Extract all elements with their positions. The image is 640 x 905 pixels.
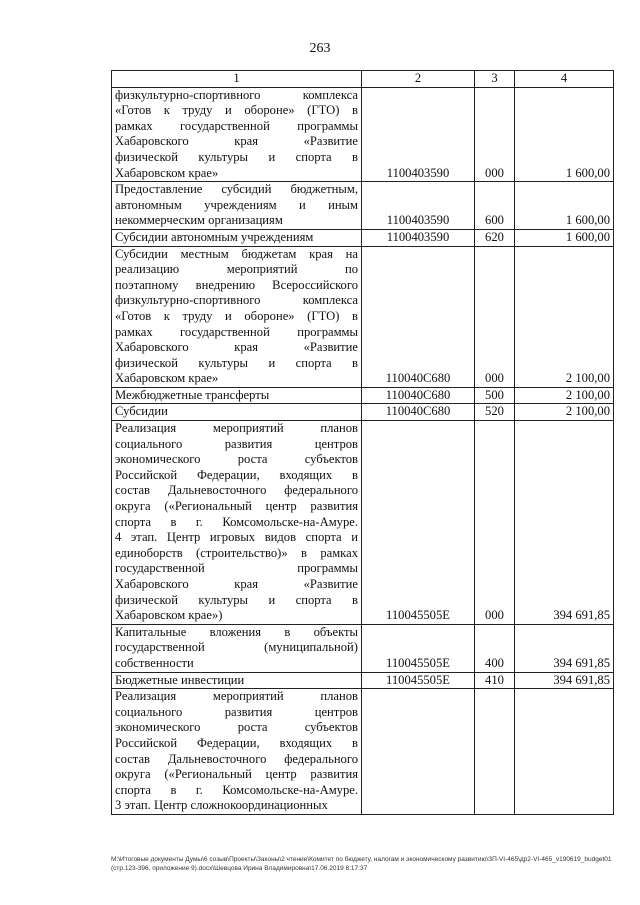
description-line: рамках государственной программы	[115, 118, 358, 133]
description-line: состав Дальневосточного федерального	[115, 483, 358, 498]
expense-type: 500	[475, 387, 515, 404]
description-line: округа («Региональный центр развития	[115, 767, 358, 782]
target-code: 110045505Е	[362, 421, 475, 625]
row-description	[112, 87, 362, 182]
description-line: Реализация мероприятий планов	[115, 421, 358, 436]
amount: 1 600,00	[515, 87, 614, 182]
table-row	[112, 229, 614, 246]
description-line: экономического роста субъектов	[115, 452, 358, 467]
table-row	[112, 404, 614, 421]
expense-type: 520	[475, 404, 515, 421]
target-code: 110040С680	[362, 246, 475, 387]
description-line: автономным учреждениям и иным	[115, 197, 358, 212]
amount: 394 691,85	[515, 624, 614, 672]
table-row	[112, 624, 614, 672]
page-number: 263	[309, 41, 331, 56]
expense-type: 400	[475, 624, 515, 672]
description-line: государственной (муниципальной)	[115, 640, 358, 655]
row-description	[112, 624, 362, 672]
table-row	[112, 672, 614, 689]
description-line: физкультурно-спортивного комплекса	[115, 293, 358, 308]
expense-type: 620	[475, 229, 515, 246]
description-line: Капитальные вложения в объекты	[115, 624, 358, 639]
description-line: Субсидии местным бюджетам края на	[115, 246, 358, 261]
target-code: 1100403590	[362, 182, 475, 230]
row-description	[112, 404, 362, 421]
expense-type: 410	[475, 672, 515, 689]
target-code: 110040С680	[362, 404, 475, 421]
header-col-1: 1	[112, 71, 362, 88]
header-col-3: 3	[475, 71, 515, 88]
description-line: Хабаровского края «Развитие	[115, 340, 358, 355]
row-description	[112, 246, 362, 387]
target-code: 110045505Е	[362, 672, 475, 689]
row-description	[112, 421, 362, 625]
row-description	[112, 182, 362, 230]
table-row	[112, 689, 614, 815]
row-description	[112, 689, 362, 815]
amount	[515, 689, 614, 815]
amount: 394 691,85	[515, 421, 614, 625]
file-path-footer: M:\Итоговые документы Думы\6 созыв\Проекты\Законы\2 чтение\Комитет по бюджету, налогам и экономическому развитию\ЗП-VI-465\др2-VI-465_v190619_budget01 (стр.123-396, приложение 9).docx\Шевцова Ирина Владимировна\17.06.2019 8:17:37	[111, 856, 612, 872]
description-line: «Готов к труду и обороне» (ГТО) в	[115, 103, 358, 118]
description-line: Субсидии	[115, 404, 168, 419]
amount: 1 600,00	[515, 182, 614, 230]
table-row	[112, 182, 614, 230]
header-col-4: 4	[515, 71, 614, 88]
amount: 394 691,85	[515, 672, 614, 689]
description-line: единоборств (строительство)» в рамках	[115, 545, 358, 560]
description-line: рамках государственной программы	[115, 324, 358, 339]
description-line: некоммерческим организациям	[115, 213, 283, 228]
description-line: социального развития центров	[115, 436, 358, 451]
expense-type: 000	[475, 246, 515, 387]
description-line: Бюджетные инвестиции	[115, 672, 245, 687]
target-code	[362, 689, 475, 815]
description-line: 3 этап. Центр сложнокоординационных	[115, 798, 328, 813]
expense-type: 000	[475, 87, 515, 182]
table-row	[112, 246, 614, 387]
row-description	[112, 229, 362, 246]
table-header-row	[112, 71, 614, 88]
description-line: Реализация мероприятий планов	[115, 689, 358, 704]
table-row	[112, 387, 614, 404]
description-line: Предоставление субсидий бюджетным,	[115, 182, 358, 197]
expense-type: 600	[475, 182, 515, 230]
description-line: Межбюджетные трансферты	[115, 387, 270, 402]
description-line: Российской Федерации, входящих в	[115, 735, 358, 750]
description-line: физической культуры и спорта в	[115, 355, 358, 370]
amount: 1 600,00	[515, 229, 614, 246]
amount: 2 100,00	[515, 404, 614, 421]
description-line: Хабаровском крае»)	[115, 608, 223, 623]
description-line: Российской Федерации, входящих в	[115, 467, 358, 482]
description-line: физкультурно-спортивного комплекса	[115, 87, 358, 102]
description-line: социального развития центров	[115, 704, 358, 719]
description-line: состав Дальневосточного федерального	[115, 751, 358, 766]
target-code: 110040С680	[362, 387, 475, 404]
amount: 2 100,00	[515, 387, 614, 404]
row-description	[112, 672, 362, 689]
description-line: экономического роста субъектов	[115, 720, 358, 735]
description-line: округа («Региональный центр развития	[115, 499, 358, 514]
expense-type: 000	[475, 421, 515, 625]
expense-type	[475, 689, 515, 815]
row-description	[112, 387, 362, 404]
description-line: Хабаровском крае»	[115, 371, 219, 386]
amount: 2 100,00	[515, 246, 614, 387]
description-line: физической культуры и спорта в	[115, 149, 358, 164]
table-row	[112, 421, 614, 625]
description-line: спорта в г. Комсомольске-на-Амуре.	[115, 514, 358, 529]
description-line: Субсидии автономным учреждениям	[115, 229, 314, 244]
description-line: поэтапному внедрению Всероссийского	[115, 277, 358, 292]
target-code: 1100403590	[362, 229, 475, 246]
target-code: 1100403590	[362, 87, 475, 182]
description-line: Хабаровского края «Развитие	[115, 134, 358, 149]
target-code: 110045505Е	[362, 624, 475, 672]
description-line: 4 этап. Центр игровых видов спорта и	[115, 530, 358, 545]
description-line: спорта в г. Комсомольске-на-Амуре.	[115, 782, 358, 797]
description-line: Хабаровского края «Развитие	[115, 577, 358, 591]
description-line: «Готов к труду и обороне» (ГТО) в	[115, 308, 358, 323]
description-line: Хабаровском крае»	[115, 165, 219, 180]
description-line: реализацию мероприятий по	[115, 262, 358, 277]
description-line: государственной программы	[115, 561, 358, 576]
header-col-2: 2	[362, 71, 475, 88]
budget-table	[111, 70, 614, 815]
description-line: собственности	[115, 655, 194, 670]
table-row	[112, 87, 614, 182]
description-line: физической культуры и спорта в	[115, 592, 358, 607]
